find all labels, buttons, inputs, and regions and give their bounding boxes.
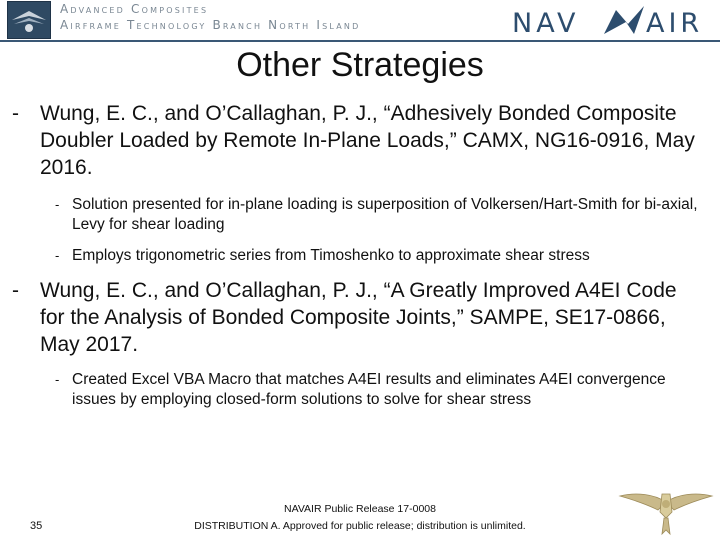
branch-emblem-icon <box>7 1 51 39</box>
list-item <box>12 277 700 358</box>
org-branch: Airframe Technology Branch North Island <box>60 18 361 32</box>
slide-title: Other Strategies <box>236 46 484 84</box>
navair-logo <box>512 4 712 38</box>
sub-item-text: Employs trigonometric series from Timoshenko to approximate shear stress <box>72 247 590 264</box>
navair-swoosh-icon <box>604 6 644 34</box>
bullet-dash: - <box>55 372 60 387</box>
slide-header <box>0 0 720 40</box>
bullet-dash: - <box>55 197 60 212</box>
sub-list-item <box>55 246 702 266</box>
sub-item-text: Created Excel VBA Macro that matches A4EI results and eliminates A4EI convergence issues by employing closed-form solutions to solve for shear stress <box>72 371 666 408</box>
bullet-dash: - <box>12 279 19 302</box>
sub-item-text: Solution presented for in-plane loading is superposition of Volkersen/Hart-Smith for bi-axial, Levy for shear loading <box>72 196 698 233</box>
distribution-statement: DISTRIBUTION A. Approved for public release; distribution is unlimited. <box>194 520 526 532</box>
header-divider <box>0 40 720 42</box>
reference-text: Wung, E. C., and O’Callaghan, P. J., “Adhesively Bonded Composite Doubler Loaded by Remote In-Plane Loads,” CAMX, NG16-0916, May 2016. <box>40 102 695 179</box>
naval-aviator-wings-icon <box>618 480 714 538</box>
list-item <box>12 100 700 181</box>
sub-list-item <box>55 370 702 409</box>
release-notice: NAVAIR Public Release 17-0008 <box>284 503 436 515</box>
page-number: 35 <box>30 520 43 532</box>
sub-list-item <box>55 195 702 234</box>
brand-right-text: AIR <box>646 8 704 38</box>
bullet-dash: - <box>12 102 19 125</box>
org-name: Advanced Composites <box>60 2 209 16</box>
bullet-dash: - <box>55 248 60 263</box>
brand-left-text: NAV <box>512 8 580 38</box>
reference-text: Wung, E. C., and O’Callaghan, P. J., “A Greatly Improved A4EI Code for the Analysis of Bonded Composite Joints,” SAMPE, SE17-0866, May 2017. <box>40 279 677 356</box>
